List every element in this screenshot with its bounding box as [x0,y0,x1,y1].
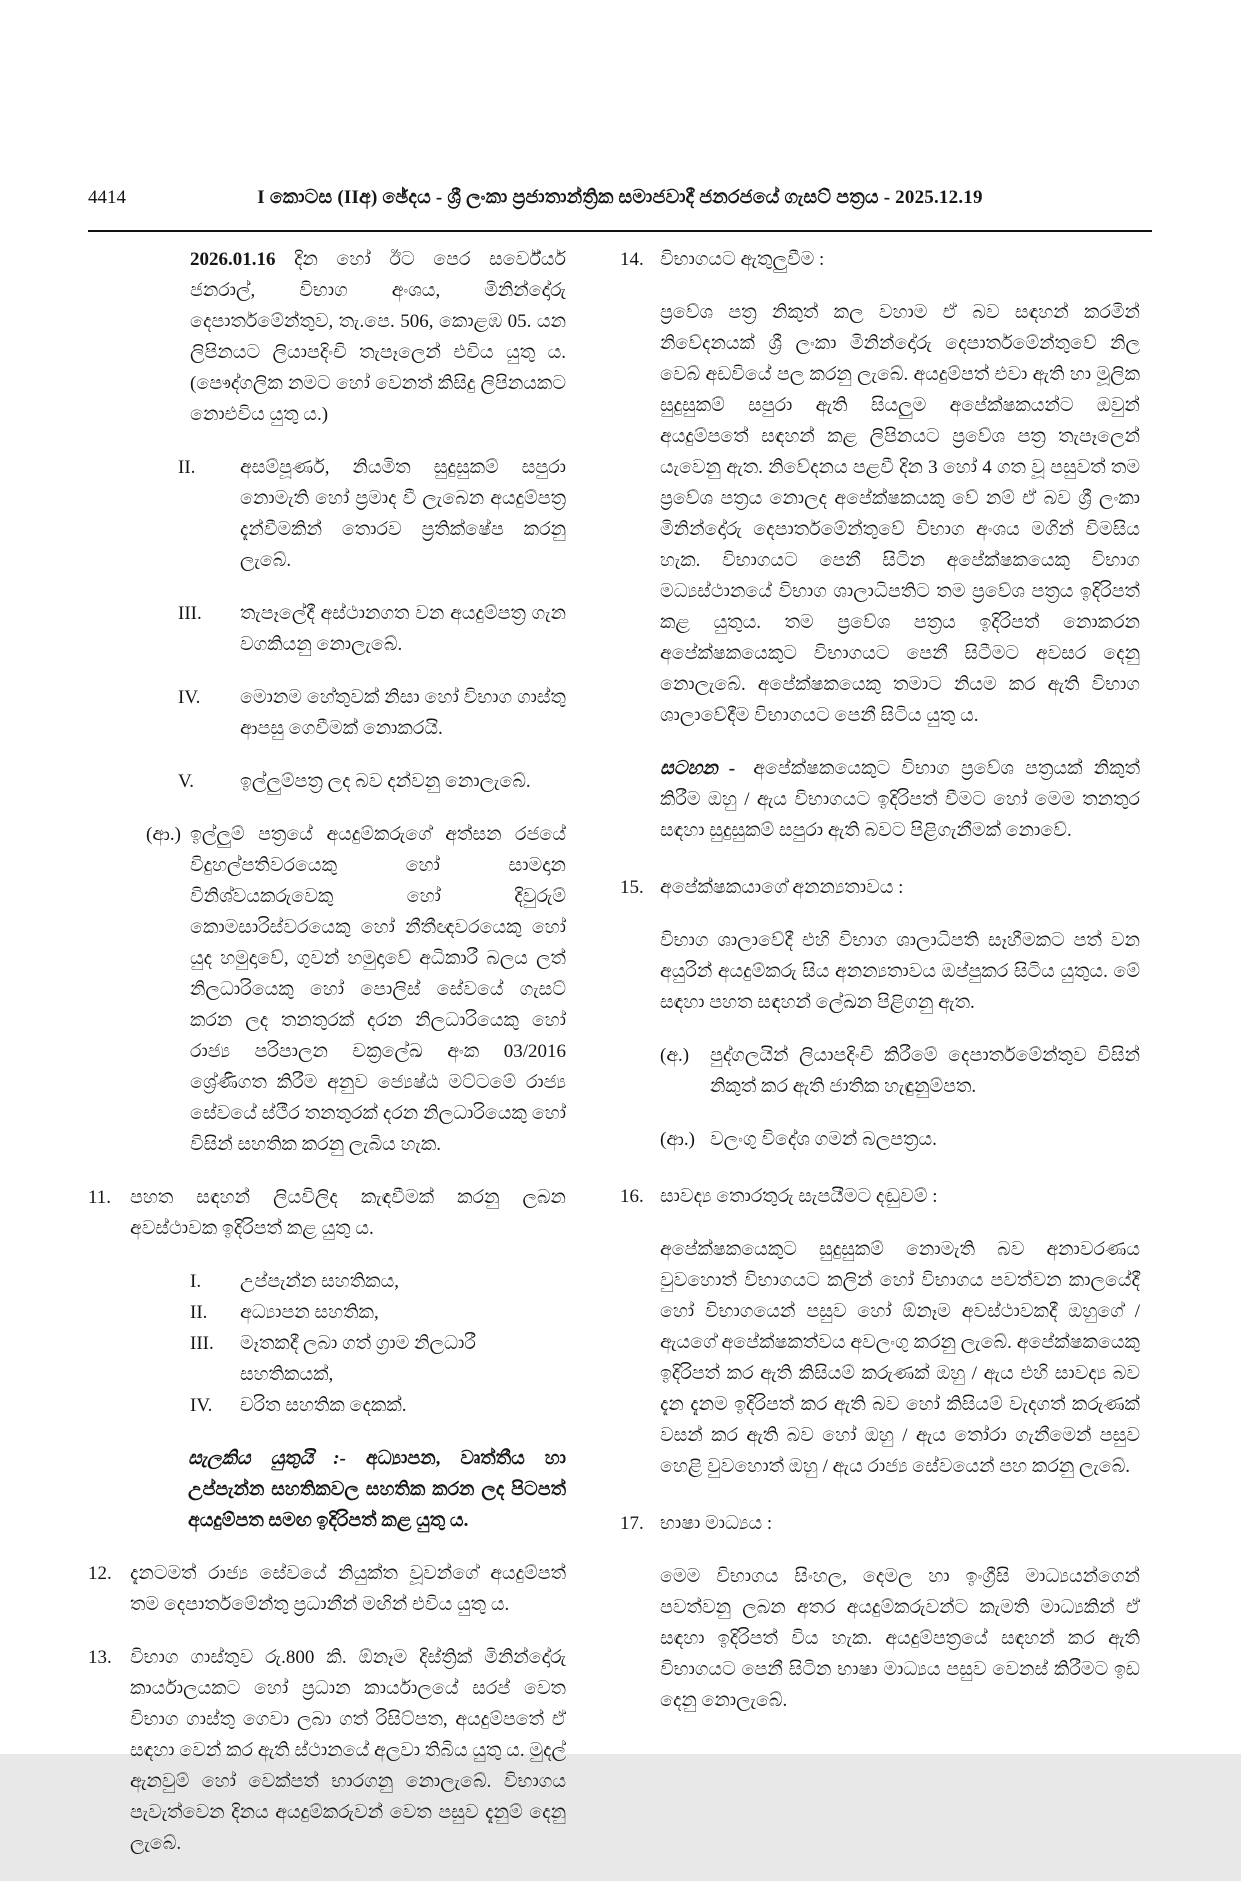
item-14-heading-row [620,244,1140,275]
left-column [88,244,566,1881]
item-11-note [188,1443,566,1536]
item-15-number: 15. [620,877,644,898]
identity-doc-text: වලංගු විදේශ ගමන් බලපත්‍රය. [710,1129,937,1150]
item-aa-text: ඉල්ලුම් පත්‍රයේ අයදුම්කරුගේ අත්සන රජයේ විදුහල්පතිවරයෙකු හෝ සාමදාන විනිශ්වයකරුවෙකු හෝ දිවුරුම් කොමසාරිස්වරයෙකු හෝ නීතීඥවරයෙකු හෝ යුද හමුදාවේ, ගුවන් හමුදාවේ අධිකාරී බලය ලත් නිලධාරියෙකු හෝ පොලිස් සේවයේ ගැසට් කරන ලද තනතුරක් දරන නිලධාරියෙකු හෝ රාජ්‍ය පරිපාලන චක්‍රලේඛ අංක 03/2016 ශ්‍රේණිගත කිරීම අනුව ජ්‍යෙෂ්ඨ මට්ටමේ රාජ්‍ය සේවයේ ස්ථීර තනතුරක් දරන නිලධාරියෙකු හෝ විසින් සහතික කරනු ලැබිය හැක. [190,824,566,1155]
header-rule [88,230,1152,232]
doc-item-i [190,1266,566,1297]
item-15-paragraph: විභාග ශාලාවේදී එහි විභාග ශාලාධිපති සෑහීමකට පත් වන අයුරින් අයදුම්කරු සිය අනන්‍යතාවය ඔප්පුකර සිටිය යුතුය. මේ සඳහා පහත සඳහන් ලේඛන පිළිගනු ඇත. [660,930,1140,1013]
note-lead: සටහන - [660,758,736,779]
roman-item-text: ඉල්ලුම්පත්‍ර ලද බව දන්වනු නොලැබේ. [240,771,531,792]
right-column [620,244,1140,1738]
identity-doc-label: (ආ.) [660,1129,695,1150]
item-17-heading: භාෂා මාධ්‍යය : [660,1513,773,1534]
two-column-body [88,244,1152,1881]
item-11 [88,1182,566,1244]
roman-item-label: III. [178,603,202,624]
item-16-number: 16. [620,1186,644,1207]
roman-item-text: මොනම හේතුවක් නිසා හෝ විභාග ගාස්තු ආපසු ගෙවීමක් නොකරයි. [240,687,566,739]
roman-item-label: IV. [178,687,201,708]
note-text: අධ්‍යාපන, වෘත්තීය හා උප්පැන්න සහතිකවල සහතික කරන ලද පිටපත් අයදුම්පත සමඟ ඉදිරිපත් කළ යුතු ය. [188,1448,567,1531]
item-14-note [660,753,1140,846]
identity-doc-text: පුද්ගලයින් ලියාපදිංචි කිරීමේ දෙපාර්තමේන්තුව විසින් නිකුත් කර ඇති ජාතික හැඳුනුම්පත. [710,1045,1140,1097]
item-16-heading: සාවද්‍ය තොරතුරු සැපයීමට දඬුවම් : [660,1186,938,1207]
item-11-doc-list [88,1266,566,1421]
item-14-paragraph: ප්‍රවේශ පත්‍ර නිකුත් කල වහාම ඒ බව සඳහන් කරමින් නිවේදනයක් ශ්‍රී ලංකා මිනින්දෝරු දෙපාර්තමේන්තුවේ නිල වෙබ් අඩවියේ පල කරනු ලැබේ. අයදුම්පත් එවා ඇති හා මූලික සුදුසුකම් සපුරා ඇති සියලුම අපේක්ෂකයන්ට ඔවුන් අයදුම්පතේ සඳහන් කළ ලිපිනයට ප්‍රවේශ පත්‍ර තැපෑලෙන් යැවෙනු ඇත. නිවේදනය පළවී දින 3 හෝ 4 ගත වූ පසුවත් තම ප්‍රවේශ පත්‍රය නොලද අපේක්ෂකයකු වේ නම් ඒ බව ශ්‍රී ලංකා මිනින්දෝරු දෙපාර්තමේන්තුවේ විභාග අංශය මගින් විමසිය හැක. විභාගයට පෙනී සිටින අපේක්ෂකයෙකු විභාග මධ්‍යස්ථානයේ විභාග ශාලාධිපතිට තම ප්‍රවේශ පත්‍රය ඉදිරිපත් කළ යුතුය. තම ප්‍රවේශ පත්‍රය ඉදිරිපත් නොකරන අපේක්ෂකයෙකුට විභාගයට පෙනී සිටීමට අවසර දෙනු නොලැබේ. අපේක්ෂකයෙකු තමාට නියම කර ඇති විභාග ශාලාවේදීම විභාගයට පෙනී සිටිය යුතු ය. [660,302,1140,726]
intro-text: දින හෝ ඊට පෙර සර්වේයර් ජනරාල්, විභාග අංශය, මිනින්දෝරු දෙපාර්තමේන්තුව, තැ.පෙ. 506, කොළඹ 05. යන ලිපිනයට ලියාපදිංචි තැපෑලෙන් එවිය යුතු ය. (පෞද්ගලික නමට හෝ වෙනත් කිසිදු ලිපිනයකට නොඑවිය යුතු ය.) [190,249,566,425]
doc-item-text: උප්පැන්න සහතිකය, [240,1271,400,1292]
doc-item-text: අධ්‍යාපන සහතික, [240,1302,379,1323]
item-16-heading-row [620,1181,1140,1212]
roman-item-iv [178,682,566,744]
item-12 [88,1558,566,1620]
doc-item-ii [190,1297,566,1328]
item-11-number: 11. [88,1187,112,1208]
doc-item-label: III. [190,1333,214,1354]
item-17-number: 17. [620,1513,644,1534]
doc-item-label: I. [190,1271,202,1292]
item-14-number: 14. [620,249,644,270]
roman-item-label: V. [178,771,195,792]
item-15-heading-row [620,872,1140,903]
note-lead: සැලකිය යුතුයි :- [188,1448,346,1469]
page-number: 4414 [88,187,126,208]
doc-item-text: මෑතකදී ලබා ගත් ග්‍රාම නිලධාරී සහතිකයක්, [240,1333,476,1385]
doc-item-text: චරිත සහතික දෙකක්. [240,1395,407,1416]
doc-item-label: II. [190,1302,208,1323]
doc-item-label: IV. [190,1395,213,1416]
item-aa-label: (ආ.) [146,824,181,845]
doc-item-iv [190,1390,566,1421]
item-12-number: 12. [88,1563,112,1584]
item-13 [88,1642,566,1859]
roman-item-text: අසම්පූර්ණ, නියමිත සුදුසුකම් සපුරා නොමැති හෝ ප්‍රමාද වී ලැබෙන අයදුම්පත්‍ර දැන්වීමකින් තොරව ප්‍රතික්ෂේප කරනු ලැබේ. [240,457,566,571]
roman-item-iii [178,598,566,660]
item-17-heading-row [620,1508,1140,1539]
identity-doc-label: (අ.) [660,1045,690,1066]
deadline-date: 2026.01.16 [190,249,276,270]
item-13-number: 13. [88,1647,112,1668]
item-17-paragraph: මෙම විභාගය සිංහල, දෙමල හා ඉංග්‍රීසි මාධ්‍යයන්ගෙන් පවත්වනු ලබන අතර අයදුම්කරුවන්ට කැමති මාධ්‍යකින් ඒ සඳහා ඉදිරිපත් විය හැක. අයදුම්පත්‍රයේ සඳහන් කර ඇති විභාගයට පෙනී සිටින භාෂා මාධ්‍යය පසුව වෙනස් කිරීමට ඉඩ දෙනු නොලැබේ. [660,1566,1140,1711]
identity-doc-a [660,1040,1140,1102]
page-header [88,182,1152,222]
item-13-text: විභාග ගාස්තුව රු.800 කි. ඕනෑම දිස්ත්‍රික් මිනින්දෝරු කාර්යාලයකට හෝ ප්‍රධාන කාර්යාලයේ සරප් වෙත විභාග ගාස්තු ගෙවා ලබා ගත් රිසිට්පත, අයදුම්පතේ ඒ සඳහා වෙන් කර ඇති ස්ථානයේ අලවා තිබිය යුතු ය. මුදල් ඇනවුම් හෝ වෙක්පත් භාරගනු නොලැබේ. විභාගය පැවැත්වෙන දිනය අයදුම්කරුවන් වෙත පසුව දැනුම් දෙනු ලැබේ. [130,1647,566,1854]
intro-paragraph [190,244,566,430]
identity-doc-aa [660,1124,1140,1155]
item-15-heading: අපේක්ෂකයාගේ අනන්‍යතාවය : [660,877,904,898]
item-14-heading: විභාගයට ඇතුලුවීම : [660,249,825,270]
roman-item-ii [178,452,566,576]
roman-item-text: තැපෑලේදී අස්ථානගත වන අයදුම්පත්‍ර ගැන වගකියනු නොලැබේ. [240,603,566,655]
note-text: අපේක්ෂකයෙකුට විභාග ප්‍රවේශ පත්‍රයක් නිකුත් කිරීම ඔහු / ඇය විභාගයට ඉදිරිපත් වීමට හෝ මෙම තනතුර සඳහා සුදුසුකම් සපුරා ඇති බවට පිළිගැනීමක් නොවේ. [660,758,1141,841]
item-12-text: දැනටමත් රාජ්‍ය සේවයේ නියුක්ත වූවන්ගේ අයදුම්පත් තම දෙපාර්තමේන්තු ප්‍රධානීන් මඟින් එවිය යුතු ය. [130,1563,566,1615]
doc-item-iii [190,1328,566,1390]
roman-item-v [178,766,566,797]
item-11-text: පහත සඳහන් ලියවිලිද කැඳවීමක් කරනු ලබන අවස්ථාවක ඉදිරිපත් කළ යුතු ය. [130,1187,566,1239]
roman-item-label: II. [178,457,196,478]
item-aa [146,819,566,1160]
gazette-title: I කොටස (IIඅ) ඡේදය - ශ්‍රී ලංකා ප්‍රජාතාන්ත්‍රික සමාජවාදී ජනරජයේ ගැසට් පත්‍රය - 2025.12.19 [257,187,983,208]
item-16-paragraph: අපේක්ෂකයෙකුට සුදුසුකම් නොමැති බව අනාවරණය වුවහොත් විභාගයට කලින් හෝ විභාගය පවත්වන කාලයේදී හෝ විභාගයෙන් පසුව හෝ ඕනෑම අවස්ථාවකදී ඔහුගේ / ඇයගේ අපේක්ෂකත්වය අවලංගු කරනු ලැබේ. අපේක්ෂකයෙකු ඉදිරිපත් කර ඇති කිසියම් කරුණක් ඔහු / ඇය එහි සාවද්‍ය බව දැන දැනම ඉදිරිපත් කර ඇති බව හෝ කිසියම් වැදගත් කරුණක් වසන් කර ඇති බව හෝ ඔහු / ඇය තෝරා ගැනීමෙන් පසුව හෙළි වුවහොත් ඔහු / ඇය රාජ්‍ය සේවයෙන් පහ කරනු ලැබේ. [660,1239,1140,1477]
